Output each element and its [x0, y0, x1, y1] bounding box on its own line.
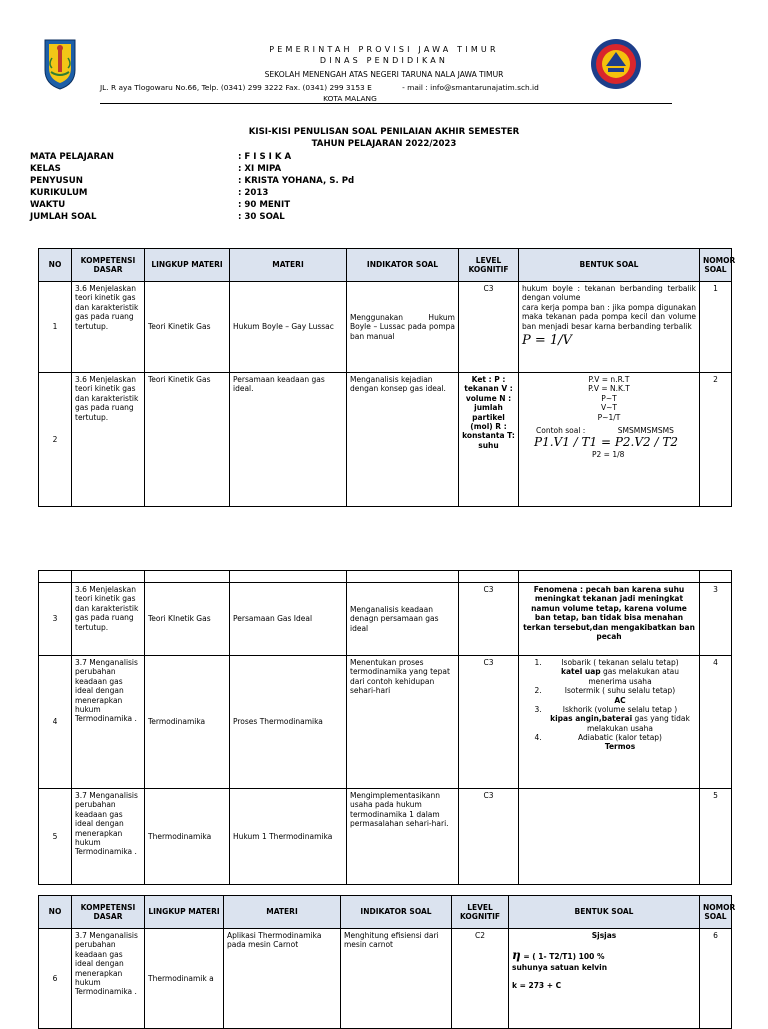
cell-level: C3: [459, 583, 519, 656]
email-text: - mail : info@smantarunajatim.sch.id: [402, 83, 539, 92]
cell-materi: Persamaan keadaan gas ideal.: [230, 373, 347, 507]
item-example: Termos: [604, 742, 636, 752]
cell-bentuk: Fenomena : pecah ban karena suhu meningkat tekanan jadi meningkat namun volume tetap, karena volume ban tetap, ban tidak bisa menahan terkan tersebut,dan mengakibatkan ban pecah: [519, 583, 700, 656]
handwritten-formula: P = 1/V: [522, 332, 572, 348]
item-example: AC: [614, 695, 626, 705]
cell-nomor: 3: [700, 583, 732, 656]
efficiency-formula: [512, 948, 696, 963]
meta-value: : 30 SOAL: [238, 212, 285, 222]
table-row: [39, 656, 732, 789]
cell-no: 4: [39, 656, 72, 789]
cell-lingkup: Termodinamika: [145, 656, 230, 789]
item-example: katel uap: [560, 667, 601, 677]
col-level: LEVEL KOGNITIF: [459, 249, 519, 282]
meta-label: KELAS: [30, 164, 61, 174]
cell-indikator: Menggunakan Hukum Boyle – Lussac pada pompa ban manual: [347, 282, 459, 373]
meta-value: : KRISTA YOHANA, S. Pd: [238, 176, 355, 186]
col-nomor: NOMOR SOAL: [700, 249, 732, 282]
example-tail: SMSMMSMSMS: [617, 425, 674, 435]
cell-nomor: 2: [700, 373, 732, 507]
handwritten-equation: P1.V1 / T1 = P2.V2 / T2: [534, 435, 678, 450]
cell-bentuk: [519, 373, 700, 507]
col-level: LEVEL KOGNITIF: [452, 896, 509, 929]
cell-no: 6: [39, 929, 72, 1029]
cell-lingkup: Thermodinamika: [145, 789, 230, 885]
cell-kd: 3.6 Menjelaskan teori kinetik gas dan karakteristik gas pada ruang tertutup.: [72, 373, 145, 507]
cell-materi: Persamaan Gas Ideal: [230, 583, 347, 656]
list-item: [544, 686, 696, 705]
cell-no: 1: [39, 282, 72, 373]
meta-label: JUMLAH SOAL: [30, 212, 97, 222]
department-name: DINAS PENDIDIKAN: [319, 56, 449, 65]
col-indikator: INDIKATOR SOAL: [341, 896, 452, 929]
kelvin-formula: k = 273 + C: [512, 980, 562, 990]
school-name: SEKOLAH MENENGAH ATAS NEGERI TARUNA NALA JAWA TIMUR: [264, 70, 504, 79]
grid-table-3: [38, 895, 736, 1029]
cell-nomor: 4: [700, 656, 732, 789]
table-header-row: [39, 249, 732, 282]
bentuk-text-b: cara kerja pompa ban : jika pompa digunakan maka tekanan pada pompa kecil dan volume ban menjadi besar karna berbanding terbalik: [522, 302, 696, 331]
cell-indikator: Menganalisis kejadian dengan konsep gas ideal.: [347, 373, 459, 507]
formula-line: P~1/T: [597, 412, 621, 422]
cell-no: 2: [39, 373, 72, 507]
col-no: NO: [39, 249, 72, 282]
cell-lingkup: Teori Kinetik Gas: [145, 282, 230, 373]
document-title: KISI-KISI PENULISAN SOAL PENILAIAN AKHIR SEMESTER: [248, 127, 520, 137]
col-bentuk: BENTUK SOAL: [519, 249, 700, 282]
cell-kd: 3.7 Menganalisis perubahan keadaan gas ideal dengan menerapkan hukum Termodinamika .: [72, 789, 145, 885]
meta-label: KURIKULUM: [30, 188, 88, 198]
cell-bentuk: [519, 656, 700, 789]
meta-label: PENYUSUN: [30, 176, 83, 186]
bentuk-text-a: hukum boyle : tekanan berbanding terbalik dengan volume: [522, 284, 696, 303]
cell-materi: Hukum Boyle – Gay Lussac: [230, 282, 347, 373]
cell-kd: 3.6 Menjelaskan teori kinetik gas dan karakteristik gas pada ruang tertutup.: [72, 583, 145, 656]
cell-indikator: Menghitung efisiensi dari mesin carnot: [341, 929, 452, 1029]
cell-indikator: Menganalisis keadaan denagn persamaan gas ideal: [347, 583, 459, 656]
cell-kd: 3.7 Menganalisis perubahan keadaan gas ideal dengan menerapkan hukum Termodinamika .: [72, 656, 145, 789]
cell-level: Ket : P : tekanan V : volume N : jumlah partikel (mol) R : konstanta T: suhu: [459, 373, 519, 507]
meta-value: : XI MIPA: [238, 164, 282, 174]
item-note: gas yang tidak melakukan usaha: [586, 714, 690, 733]
address-text: JL. R aya Tlogowaru No.66, Telp. (0341) 299 3222 Fax. (0341) 299 3153 E: [100, 83, 372, 92]
table-row: [39, 929, 732, 1029]
table-row: [39, 583, 732, 656]
col-bentuk: BENTUK SOAL: [509, 896, 700, 929]
cell-bentuk: [509, 929, 700, 1029]
col-nomor: NOMOR SOAL: [700, 896, 732, 929]
list-item: [544, 705, 696, 733]
col-materi: MATERI: [230, 249, 347, 282]
meta-value: : 2013: [238, 188, 269, 198]
item-example: kipas angin,baterai: [550, 714, 633, 724]
process-list: [522, 658, 696, 752]
grid-table-1: [38, 248, 736, 507]
cell-lingkup: Thermodinamik a: [145, 929, 224, 1029]
example-text: Contoh soal :: [536, 425, 586, 435]
cell-lingkup: Teori Kinetik Gas: [145, 373, 230, 507]
cell-nomor: 6: [700, 929, 732, 1029]
col-kd: KOMPETENSI DASAR: [72, 896, 145, 929]
meta-value: : 90 MENIT: [238, 200, 291, 210]
table-row: [39, 373, 732, 507]
eta-symbol: η: [512, 948, 521, 963]
letterhead-rule: [100, 103, 672, 104]
cell-lingkup: Teori KInetik Gas: [145, 583, 230, 656]
cell-level: C3: [459, 282, 519, 373]
cell-no: 5: [39, 789, 72, 885]
cell-bentuk: [519, 282, 700, 373]
item-title: Iskhorik (volume selalu tetap ): [562, 704, 678, 714]
col-materi: MATERI: [224, 896, 341, 929]
item-title: Isotermik ( suhu selalu tetap): [564, 686, 676, 696]
school-address: [100, 83, 720, 92]
formula-line: P.V = n.R.T: [588, 375, 630, 384]
item-title: Adiabatic (kalor tetap): [578, 733, 662, 742]
col-lingkup: LINGKUP MATERI: [145, 896, 224, 929]
cell-indikator: Menentukan proses termodinamika yang tepat dari contoh kehidupan sehari-hari: [347, 656, 459, 789]
cell-level: C3: [459, 789, 519, 885]
meta-value: : F I S I K A: [238, 152, 292, 162]
city-name: KOTA MALANG: [323, 94, 377, 103]
formula-text: = ( 1- T2/T1) 100 %: [523, 952, 605, 962]
col-kd: KOMPETENSI DASAR: [72, 249, 145, 282]
cell-kd: 3.6 Menjelaskan teori kinetik gas dan karakteristik gas pada ruang tertutup.: [72, 282, 145, 373]
cell-materi: Proses Thermodinamika: [230, 656, 347, 789]
p2-value: P2 = 1/8: [592, 450, 625, 460]
blank-row: [39, 571, 732, 583]
cell-materi: Aplikasi Thermodinamika pada mesin Carnot: [224, 929, 341, 1029]
formula-line: P~T: [601, 393, 617, 403]
list-item: [544, 733, 696, 752]
col-lingkup: LINGKUP MATERI: [145, 249, 230, 282]
item-note: gas melakukan atau menerima usaha: [588, 667, 679, 686]
cell-nomor: 1: [700, 282, 732, 373]
table-header-row: [39, 896, 732, 929]
table-row: [39, 789, 732, 885]
cell-level: C3: [459, 656, 519, 789]
example-label: [522, 426, 696, 435]
cell-indikator: Mengimplementasikann usaha pada hukum termodinamika 1 dalam permasalahan sehari-hari.: [347, 789, 459, 885]
meta-label: MATA PELAJARAN: [30, 152, 114, 162]
cell-materi: Hukum 1 Thermodinamika: [230, 789, 347, 885]
document-year: TAHUN PELAJARAN 2022/2023: [311, 139, 457, 149]
grid-table-2: [38, 570, 732, 885]
cell-level: C2: [452, 929, 509, 1029]
cell-nomor: 5: [700, 789, 732, 885]
table-row: [39, 282, 732, 373]
meta-label: WAKTU: [30, 200, 66, 210]
col-no: NO: [39, 896, 72, 929]
list-item: [544, 658, 696, 686]
formula-line: V~T: [601, 403, 617, 413]
cell-kd: 3.7 Menganalisis perubahan keadaan gas ideal dengan menerapkan hukum Termodinamika .: [72, 929, 145, 1029]
unit-note: suhunya satuan kelvin: [512, 963, 608, 973]
bentuk-heading: Sjsjas: [591, 931, 617, 940]
cell-bentuk: [519, 789, 700, 885]
item-title: Isobarik ( tekanan selalu tetap): [561, 658, 679, 667]
government-name: PEMERINTAH PROVISI JAWA TIMUR: [269, 45, 499, 54]
col-indikator: INDIKATOR SOAL: [347, 249, 459, 282]
formula-line: P.V = N.K.T: [588, 384, 630, 394]
cell-no: 3: [39, 583, 72, 656]
